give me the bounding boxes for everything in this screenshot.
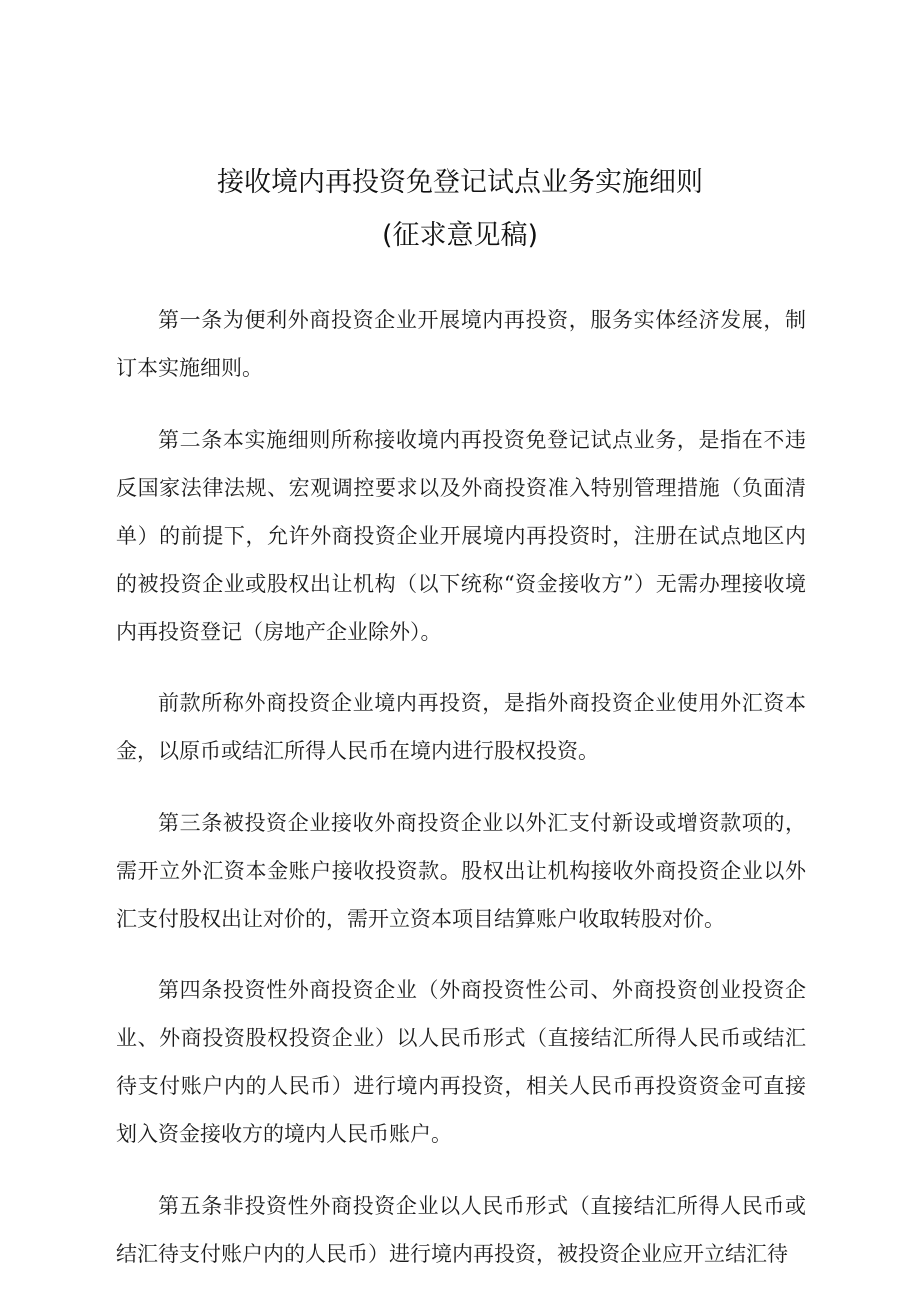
article-4-paragraph: 第四条投资性外商投资企业（外商投资性公司、外商投资创业投资企业、外商投资股权投资企业）以人民币形式（直接结汇所得人民币或结汇待支付账户内的人民币）进行境内再投资，相关人民币再投资资金可直接划入资金接收方的境内人民币账户。 [116,978,806,1146]
article-5-paragraph: 第五条非投资性外商投资企业以人民币形式（直接结汇所得人民币或结汇待支付账户内的人民币）进行境内再投资，被投资企业应开立结汇待 [116,1193,806,1266]
article-2-note-paragraph: 前款所称外商投资企业境内再投资，是指外商投资企业使用外汇资本金，以原币或结汇所得人民币在境内进行股权投资。 [116,691,806,763]
document-subtitle: (征求意见稿) [381,220,539,251]
document-title: 接收境内再投资免登记试点业务实施细则 [217,167,703,198]
article-2-paragraph: 第二条本实施细则所称接收境内再投资免登记试点业务，是指在不违反国家法律法规、宏观调控要求以及外商投资准入特别管理措施（负面清单）的前提下，允许外商投资企业开展境内再投资时，注册在试点地区内的被投资企业或股权出让机构（以下统称“资金接收方”）无需办理接收境内再投资登记（房地产企业除外）。 [116,427,806,644]
article-3-paragraph: 第三条被投资企业接收外商投资企业以外汇支付新设或增资款项的，需开立外汇资本金账户接收投资款。股权出让机构接收外商投资企业以外汇支付股权出让对价的，需开立资本项目结算账户收取转股对价。 [116,810,806,931]
article-1-paragraph: 第一条为便利外商投资企业开展境内再投资，服务实体经济发展，制订本实施细则。 [116,308,806,380]
document-body [116,296,806,1301]
